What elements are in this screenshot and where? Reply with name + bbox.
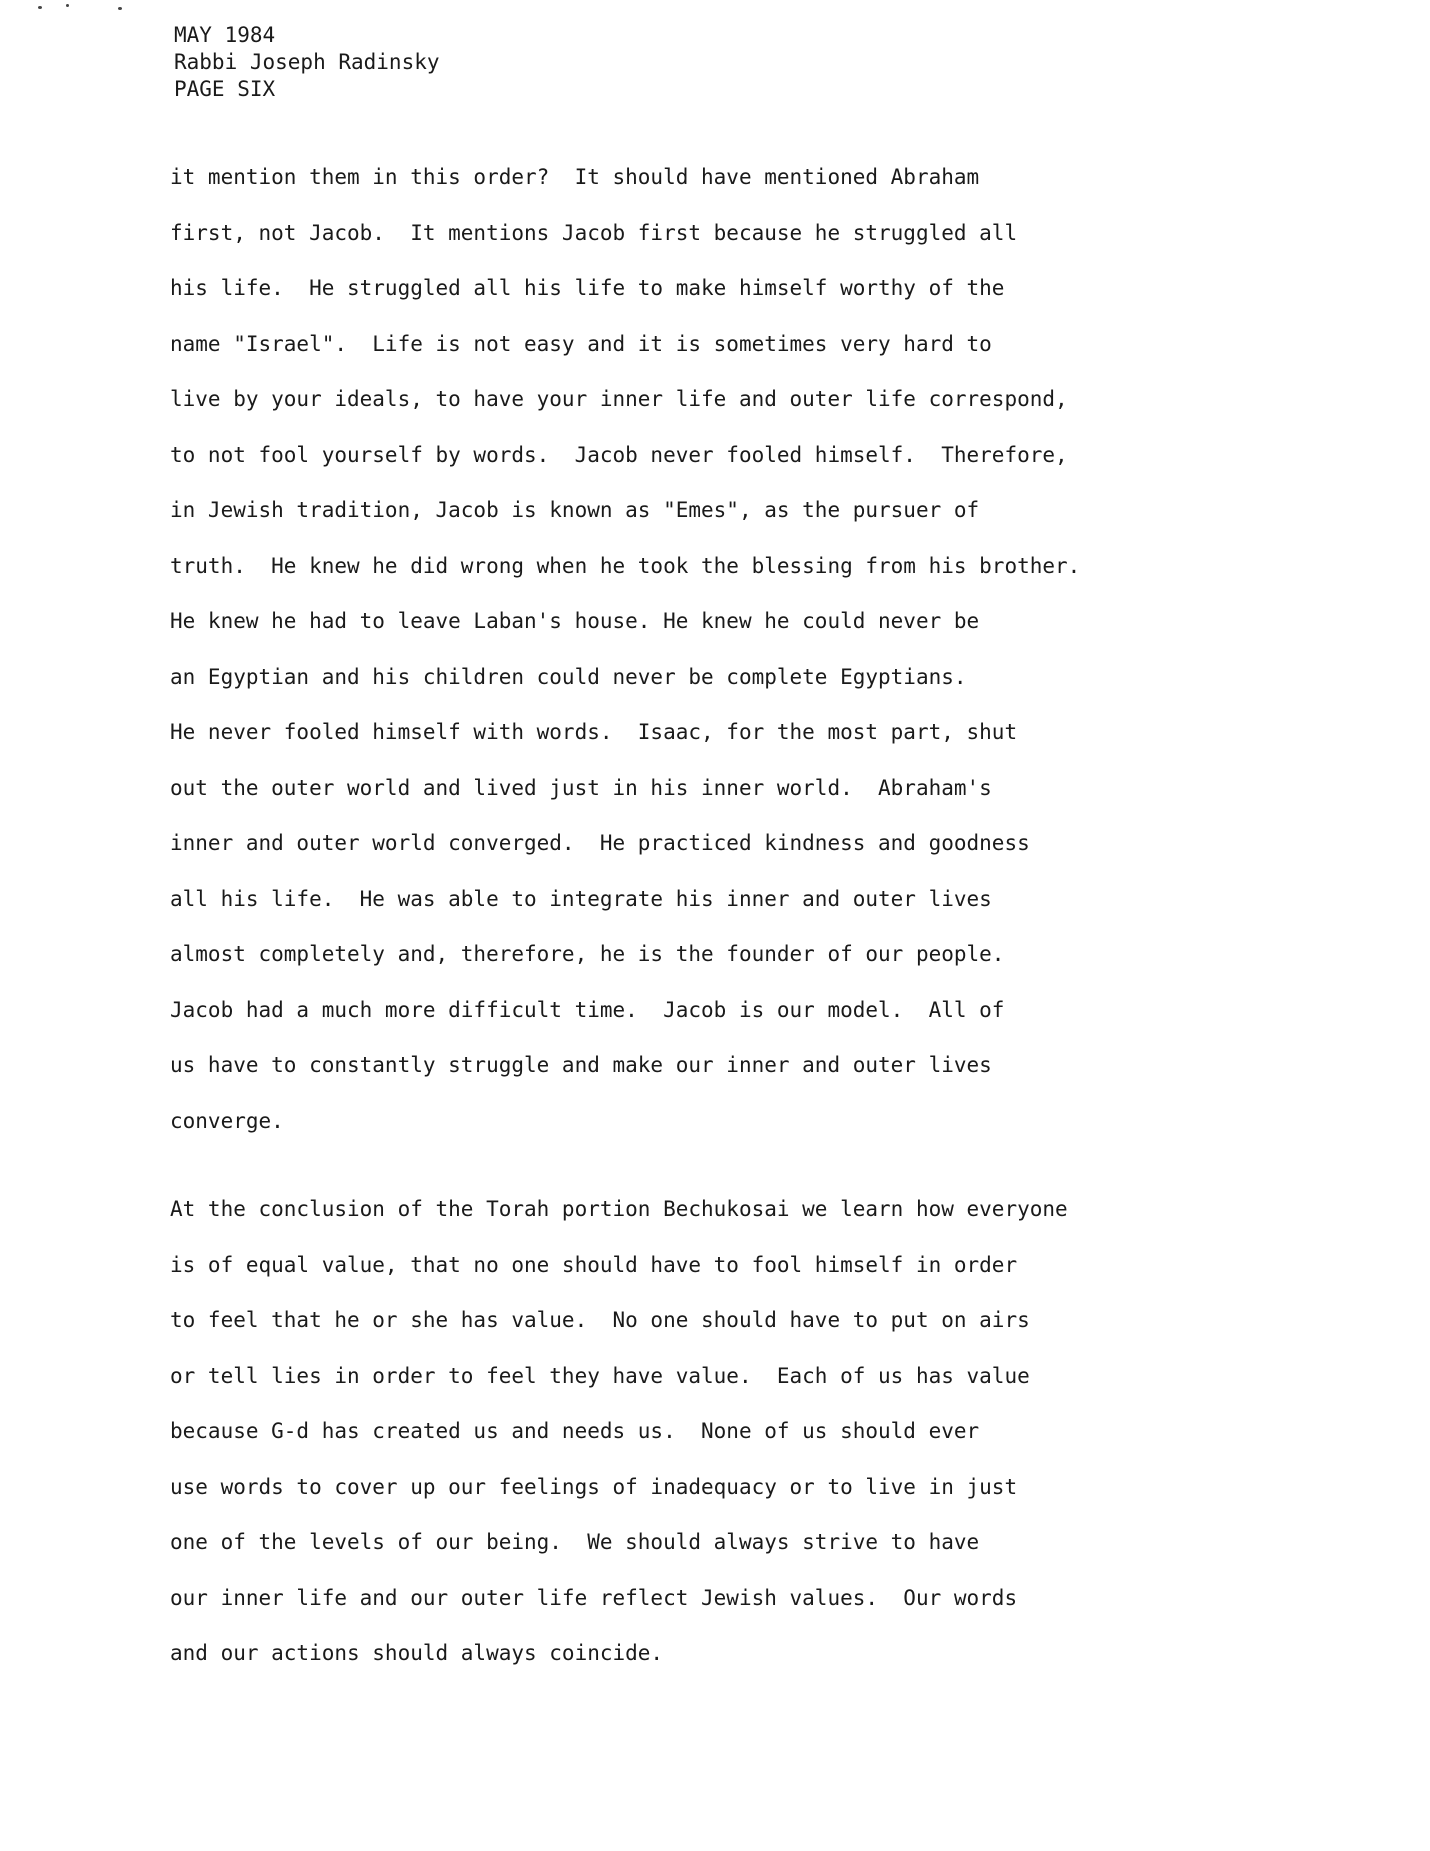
scan-speck [38,6,42,9]
text-line: our inner life and our outer life reflect Jewish values. Our words [170,1585,1018,1610]
text-line: name "Israel". Life is not easy and it is sometimes very hard to [170,331,992,356]
text-line: out the outer world and lived just in his inner world. Abraham's [170,775,992,800]
text-line: first, not Jacob. It mentions Jacob first because he struggled all [170,220,1018,245]
text-line: to feel that he or she has value. No one should have to put on airs [170,1308,1030,1332]
text-line: an Egyptian and his children could never be complete Egyptians. [170,664,967,689]
text-line: He knew he had to leave Laban's house. He knew he could never be [170,609,980,633]
text-line: all his life. He was able to integrate his inner and outer lives [170,886,992,911]
text-line: to not fool yourself by words. Jacob never fooled himself. Therefore, [170,442,1068,467]
scan-speck [118,7,122,10]
text-line: because G-d has created us and needs us. None of us should ever [170,1419,980,1443]
text-line: or tell lies in order to feel they have value. Each of us has value [170,1363,1030,1388]
text-line: in Jewish tradition, Jacob is known as "Emes", as the pursuer of [170,498,980,522]
text-line: and our actions should always coincide. [170,1641,664,1665]
text-line: truth. He knew he did wrong when he took the blessing from his brother. [170,553,1081,578]
text-line: one of the levels of our being. We should always strive to have [170,1530,980,1554]
text-line: Jacob had a much more difficult time. Jacob is our model. All of [170,997,1005,1022]
page-header [174,22,440,103]
header-page-number: PAGE SIX [174,77,276,101]
text-line: inner and outer world converged. He practiced kindness and goodness [170,831,1030,855]
text-line: use words to cover up our feelings of inadequacy or to live in just [170,1474,1018,1499]
text-line: almost completely and, therefore, he is the founder of our people. [170,942,1005,966]
body-paragraph-2 [170,1182,1068,1682]
text-line: converge. [170,1108,284,1133]
text-line: live by your ideals, to have your inner life and outer life correspond, [170,387,1068,411]
header-author: Rabbi Joseph Radinsky [174,50,440,74]
text-line: is of equal value, that no one should have to fool himself in order [170,1252,1018,1277]
scan-speck [66,4,69,7]
text-line: it mention them in this order? It should have mentioned Abraham [170,165,980,189]
body-paragraph-1 [170,150,1080,1149]
text-line: At the conclusion of the Torah portion Bechukosai we learn how everyone [170,1197,1068,1221]
text-line: us have to constantly struggle and make our inner and outer lives [170,1053,992,1077]
text-line: He never fooled himself with words. Isaac, for the most part, shut [170,720,1018,744]
text-line: his life. He struggled all his life to make himself worthy of the [170,276,1005,300]
header-date: MAY 1984 [174,23,276,47]
